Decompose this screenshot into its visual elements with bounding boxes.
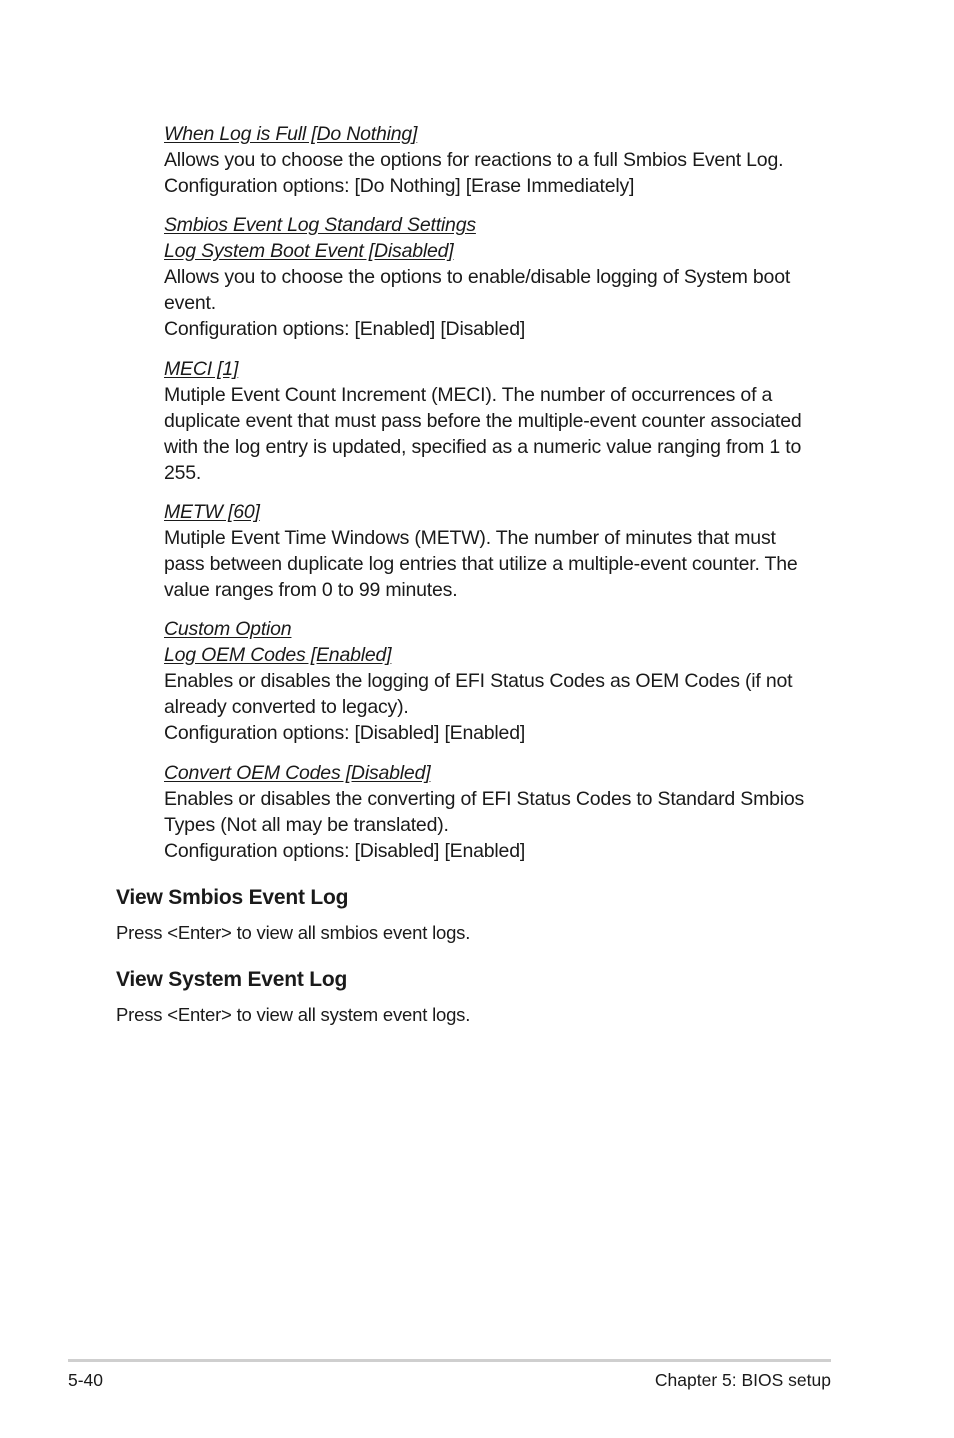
item-heading: Log System Boot Event [Disabled] (164, 240, 454, 262)
item-heading: METW [60] (164, 501, 260, 523)
item-text: Enables or disables the converting of EFI Status Codes to Standard Smbios (164, 788, 805, 810)
item-text: Types (Not all may be translated). (164, 814, 449, 836)
item-text: Mutiple Event Count Increment (MECI). The number of occurrences of a (164, 384, 773, 406)
item-meci (164, 356, 834, 486)
item-text: Configuration options: [Do Nothing] [Erase Immediately] (164, 175, 635, 197)
section-title-view-system-event-log: View System Event Log (116, 968, 348, 991)
item-text: already converted to legacy). (164, 696, 409, 718)
item-text: event. (164, 292, 216, 314)
item-text: Enables or disables the logging of EFI Status Codes as OEM Codes (if not (164, 670, 793, 692)
item-heading: MECI [1] (164, 358, 239, 380)
item-when-log-is-full (164, 121, 834, 199)
item-heading: Log OEM Codes [Enabled] (164, 644, 392, 666)
item-heading: Custom Option (164, 618, 292, 640)
item-text: Mutiple Event Time Windows (METW). The number of minutes that must (164, 527, 776, 549)
item-heading: When Log is Full [Do Nothing] (164, 123, 418, 145)
item-convert-oem-codes (164, 760, 834, 864)
item-text: pass between duplicate log entries that utilize a multiple-event counter. The (164, 553, 798, 575)
item-text: Configuration options: [Enabled] [Disabled] (164, 318, 526, 340)
item-text: duplicate event that must pass before the multiple-event counter associated (164, 410, 802, 432)
chapter-title: Chapter 5: BIOS setup (654, 1370, 831, 1390)
item-log-oem-codes (164, 616, 834, 746)
item-text: 255. (164, 462, 202, 484)
page-number: 5-40 (68, 1370, 104, 1390)
item-text: Configuration options: [Disabled] [Enabled] (164, 722, 526, 744)
section-text-view-system-event-log: Press <Enter> to view all system event logs. (116, 1004, 471, 1025)
section-title-view-smbios-event-log: View Smbios Event Log (116, 886, 349, 909)
item-metw (164, 499, 834, 603)
item-text: Allows you to choose the options to enable/disable logging of System boot (164, 266, 791, 288)
item-heading: Smbios Event Log Standard Settings (164, 214, 476, 236)
footer-divider (68, 1359, 831, 1362)
item-heading: Convert OEM Codes [Disabled] (164, 762, 431, 784)
item-text: with the log entry is updated, specified as a numeric value ranging from 1 to (164, 436, 802, 458)
item-text: value ranges from 0 to 99 minutes. (164, 579, 458, 601)
item-text: Allows you to choose the options for reactions to a full Smbios Event Log. (164, 149, 784, 171)
item-text: Configuration options: [Disabled] [Enabled] (164, 840, 526, 862)
item-log-system-boot-event (164, 212, 834, 342)
section-text-view-smbios-event-log: Press <Enter> to view all smbios event logs. (116, 922, 471, 943)
